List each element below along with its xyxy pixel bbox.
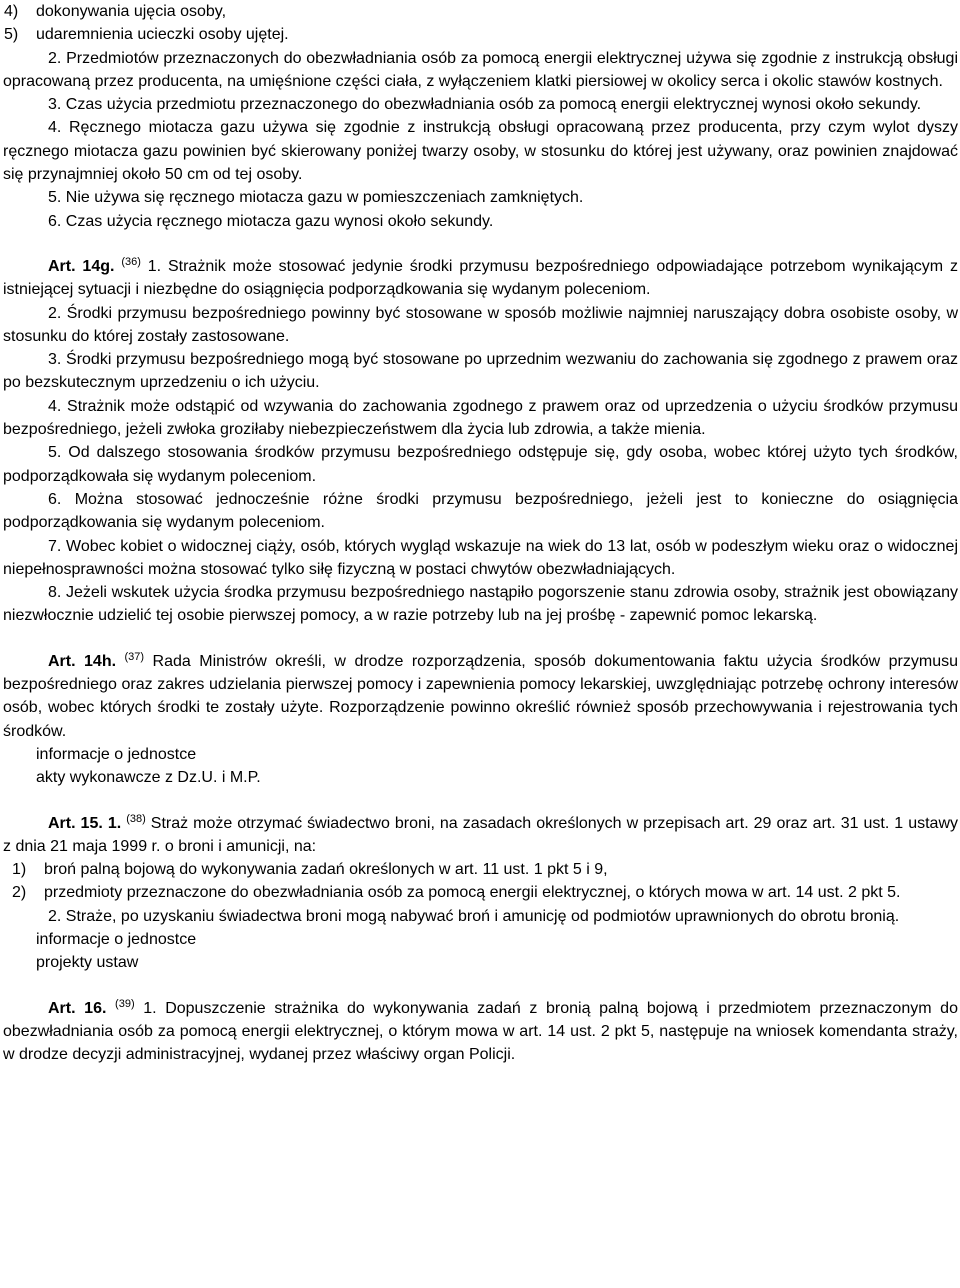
paragraph [3,535,958,582]
paragraph-number: 3. [48,351,62,369]
paragraph-text: Nie używa się ręcznego miotacza gazu w pomieszczeniach zamkniętych. [65,189,584,207]
list-item-number: 1) [12,861,27,879]
paragraph-text: Straż może otrzymać świadectwo broni, na zasadach określonych w przepisach art. 29 oraz art. 31 ust. 1 ustawy z dnia 21 maja 1999 r. o broni i amunicji, na: [3,814,958,855]
footnote-marker[interactable]: (36) [121,255,141,268]
article-label: Art. 15. [48,814,103,832]
article-label: Art. 16. [48,999,107,1017]
footnote-marker[interactable]: (39) [115,997,135,1010]
paragraph-text: Czas użycia przedmiotu przeznaczonego do obezwładniania osób za pomocą energii elektrycznej wynosi około sekundy. [65,96,922,114]
paragraph [3,186,958,209]
link-executive-acts[interactable]: akty wykonawcze z Dz.U. i M.P. [36,769,261,787]
footnote-marker[interactable]: (38) [126,812,146,825]
paragraph-text: Jeżeli wskutek użycia środka przymusu bezpośredniego nastąpiło pogorszenie stanu zdrowia osoby, strażnik jest obowiązany niezwłocznie udzielić tej osobie pierwszej pomocy, a w razie potrzeby lub na jej prośbę - zapewnić pomoc lekarską. [3,584,958,625]
paragraph-text: Strażnik może stosować jedynie środki przymusu bezpośredniego odpowiadające potrzebom wynikającym z istniejącej sytuacji i niezbędne do osiągnięcia podporządkowania się wydanym poleceniom. [3,257,958,299]
paragraph [3,116,958,186]
paragraph-number: 6. [48,212,62,230]
list-item [3,858,958,881]
paragraph-text: Środki przymusu bezpośredniego mogą być stosowane po uprzednim wezwaniu do zachowania się zgodnego z prawem oraz po bezskutecznym uprzedzeniu o ich użyciu. [3,351,958,392]
paragraph-number: 7. [48,537,62,555]
article-label: Art. 14g. [48,257,115,275]
paragraph [3,395,958,442]
document-page [3,0,958,1066]
link-unit-info[interactable]: informacje o jednostce [36,930,197,948]
list-item-text: broń palną bojową do wykonywania zadań określonych w art. 11 ust. 1 pkt 5 i 9, [44,861,608,879]
paragraph-number: 3. [48,96,62,114]
footnote-marker[interactable]: (37) [124,650,145,663]
paragraph-text: Przedmiotów przeznaczonych do obezwładniania osób za pomocą energii elektrycznej używa się zgodnie z instrukcją obsługi opracowaną przez producenta, na umięśnione części ciała, z wyłączeniem klatki piersiowej w okolicy serca i okolic stawów kostnych. [3,49,958,90]
list-item [3,881,958,904]
paragraph-number: 6. [48,490,62,508]
paragraph [3,47,958,94]
paragraph-number: 5. [48,189,62,207]
paragraph-number: 4. [48,397,62,415]
article-14g-paragraph-1 [3,255,958,302]
paragraph-number: 8. [48,584,62,602]
paragraph-number: 2. [48,49,62,67]
list-item-text: dokonywania ujęcia osoby, [36,3,227,20]
list-item-number: 2) [12,884,27,902]
list-item-text: przedmioty przeznaczone do obezwładniania osób za pomocą energii elektrycznej, o których mowa w art. 14 ust. 2 pkt 5. [44,884,901,902]
paragraph-number: 4. [48,119,62,137]
paragraph-text: Straże, po uzyskaniu świadectwa broni mogą nabywać broń i amunicję od podmiotów uprawnionych do obrotu bronią. [65,907,900,925]
link-unit-info[interactable]: informacje o jednostce [36,745,197,763]
list-item [3,23,958,46]
paragraph-text: Można stosować jednocześnie różne środki przymusu bezpośredniego, jeżeli jest to konieczne do osiągnięcia podporządkowania się wydanym poleceniom. [3,490,958,532]
list-item-text: udaremnienia ucieczki osoby ujętej. [36,26,289,44]
paragraph-text: Od dalszego stosowania środków przymusu bezpośredniego odstępuje się, gdy osoba, wobec której użyto tych środków, podporządkowała się wydanym poleceniom. [3,444,958,485]
paragraph-number: 1. [147,257,162,275]
paragraph-text: Rada Ministrów określi, w drodze rozporządzenia, sposób dokumentowania faktu użycia środków przymusu bezpośredniego oraz zakres udzielania pierwszej pomocy i zapewnienia pomocy lekarskiej, uwzględniając potrzebę ochrony interesów osób, wobec których środki te zostały użyte. Rozporządzenie powinno określić również sposób przechowywania i rejestrowania tych środków. [3,652,958,740]
paragraph [3,905,958,928]
paragraph [3,488,958,535]
paragraph [3,302,958,349]
paragraph-text: Czas użycia ręcznego miotacza gazu wynosi około sekundy. [65,212,494,230]
paragraph-text: Wobec kobiet o widocznej ciąży, osób, których wygląd wskazuje na wiek do 13 lat, osób w podeszłym wieku oraz o widocznej niepełnosprawności można stosować tylko siłę fizyczną w postaci chwytów obezwładniających. [3,537,958,578]
article-label: Art. 14h. [48,652,117,670]
article-15-paragraph-1 [3,812,958,859]
paragraph [3,93,958,116]
link-draft-laws[interactable]: projekty ustaw [36,954,139,972]
paragraph-number: 1. [143,999,157,1017]
paragraph-text: Środki przymusu bezpośredniego powinny być stosowane w sposób możliwie najmniej naruszający dobra osobiste osoby, w stosunku do której zostały zastosowane. [3,304,958,345]
paragraph [3,581,958,628]
paragraph-number: 5. [48,444,62,462]
article-16-paragraph-1 [3,997,958,1067]
paragraph [3,210,958,233]
article-14h-paragraph [3,650,958,743]
paragraph [3,441,958,488]
paragraph [3,348,958,395]
list-item-number: 5) [4,26,19,44]
paragraph-text: Dopuszczenie strażnika do wykonywania zadań z bronią palną bojową i przedmiotem przeznaczonym do obezwładniania osób za pomocą energii elektrycznej, o którym mowa w art. 14 ust. 2 pkt 5, następuje na wniosek komendanta straży, w drodze decyzji administracyjnej, wydanej przez właściwy organ Policji. [3,999,958,1064]
list-item [3,0,958,23]
paragraph-number: 2. [48,907,62,925]
paragraph-number: 1. [107,814,122,832]
paragraph-text: Ręcznego miotacza gazu używa się zgodnie z instrukcją obsługi opracowaną przez producenta, przy czym wylot dyszy ręcznego miotacza gazu powinien być skierowany poniżej twarzy osoby, w stosunku do której jest używany, oraz powinien znajdować się przynajmniej około 50 cm od tej osoby. [3,119,958,184]
list-item-number: 4) [4,3,19,20]
paragraph-number: 2. [48,304,62,322]
paragraph-text: Strażnik może odstąpić od wzywania do zachowania zgodnego z prawem oraz od uprzedzenia o użyciu środków przymusu bezpośredniego, jeżeli zwłoka groziłaby niebezpieczeństwem dla życia lub zdrowia, a także mienia. [3,397,959,439]
